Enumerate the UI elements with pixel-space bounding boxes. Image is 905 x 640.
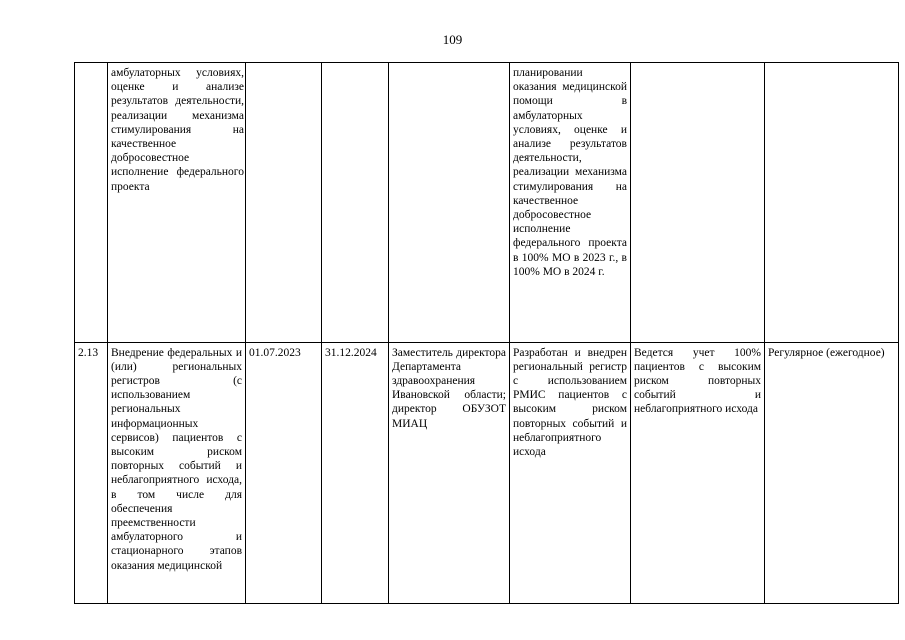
- start-date-cell: [246, 63, 322, 343]
- periodicity-cell: [765, 63, 899, 343]
- row-number-cell: 2.13: [75, 342, 108, 603]
- periodicity-cell: Регулярное (ежегодное): [765, 342, 899, 603]
- indicator-cell: [631, 63, 765, 343]
- page-number: 109: [442, 32, 463, 47]
- end-date-cell: 31.12.2024: [322, 342, 389, 603]
- responsible-cell: [389, 63, 510, 343]
- event-cell: Внедрение федеральных и (или) региональных регистров (с использованием региональных информационных сервисов) пациентов с высоким риском повторных событий и неблагоприятного исхода, в том числе для обеспечения преемственности амбулаторного и стационарного этапов оказания медицинской: [108, 342, 246, 603]
- result-cell: планировании оказания медицинской помощи в амбулаторных условиях, оценке и анализе результатов деятельности, реализации механизма стимулирования на качественное добросовестное исполнение федерального проекта в 100% МО в 2023 г., в 100% МО в 2024 г.: [510, 63, 631, 343]
- table-row: [75, 63, 899, 343]
- event-cell: амбулаторных условиях, оценке и анализе результатов деятельности, реализации механизма стимулирования на качественное добросовестное исполнение федерального проекта: [108, 63, 246, 343]
- row-number-cell: [75, 63, 108, 343]
- start-date-cell: 01.07.2023: [246, 342, 322, 603]
- table-row: [75, 342, 899, 603]
- result-cell: Разработан и внедрен региональный регистр с использованием РМИС пациентов с высоким риском повторных событий и неблагоприятного исхода: [510, 342, 631, 603]
- measures-table: [74, 62, 899, 604]
- indicator-cell: Ведется учет 100% пациентов с высоким риском повторных событий и неблагоприятного исхода: [631, 342, 765, 603]
- end-date-cell: [322, 63, 389, 343]
- responsible-cell: Заместитель директора Департамента здравоохранения Ивановской области; директор ОБУЗОТ МИАЦ: [389, 342, 510, 603]
